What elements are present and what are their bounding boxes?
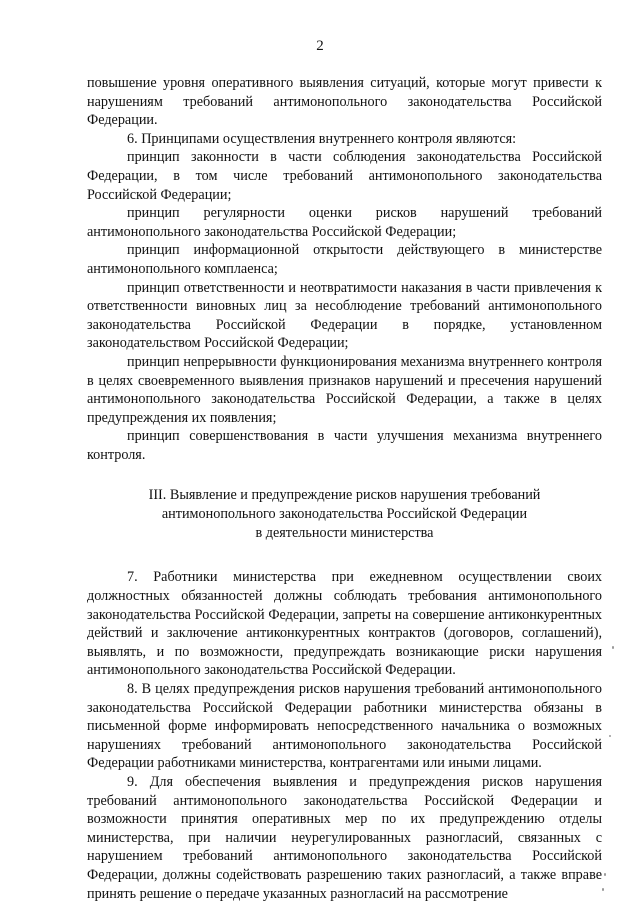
principle-improvement: принцип совершенствования в части улучшения механизма внутреннего контроля. (87, 428, 602, 463)
principle-regularity: принцип регулярности оценки рисков нарушений требований антимонопольного законодательства Российской Федерации; (87, 205, 602, 240)
scan-mark (609, 735, 611, 737)
section-heading-line-2: антимонопольного законодательства Российской Федерации (161, 506, 528, 523)
scan-mark (612, 646, 614, 649)
principle-legality: принцип законности в части соблюдения законодательства Российской Федерации, в том числе требований антимонопольного законодательства Российской Федерации; (87, 149, 602, 203)
paragraph-7: 7. Работники министерства при ежедневном осуществлении своих должностных обязанностей должны соблюдать требования антимонопольного законодательства Российской Федерации, запреты на совершение антиконкурентных действий и заключение антиконкурентных контрактов (договоров, соглашений), выявлять, и по возможности, предупреждать возникающие риски нарушения антимонопольного законодательства Российской Федерации. (87, 569, 602, 679)
principle-openness: принцип информационной открытости действующего в министерстве антимонопольного комплаенса; (87, 242, 602, 277)
paragraph-6-intro: 6. Принципами осуществления внутреннего контроля являются: (127, 130, 517, 147)
paragraph-9: 9. Для обеспечения выявления и предупреждения рисков нарушения требований антимонопольного законодательства Российской Федерации и возможности принятия оперативных мер по их предупреждению отделы министерства, при наличии неурегулированных разногласий, связанных с нарушением требований антимонопольного законодательства Российской Федерации, должны содействовать разрешению таких разногласий, а также вправе принять решение о передаче указанных разногласий на рассмотрение (87, 774, 602, 902)
scan-mark (602, 888, 604, 891)
page-number: 2 (316, 38, 324, 54)
scan-mark (604, 873, 606, 876)
paragraph-continuation: повышение уровня оперативного выявления ситуаций, которые могут привести к нарушениям требований антимонопольного законодательства Российской Федерации. (87, 75, 602, 129)
section-heading (87, 486, 602, 543)
section-heading-line-3: в деятельности министерства (255, 525, 434, 542)
paragraph-8: 8. В целях предупреждения рисков нарушения требований антимонопольного законодательства Российской Федерации работники министерства обязаны в письменной форме информировать непосредственного начальника о возможных нарушениях требований антимонопольного законодательства Российской Федерации работниками министерства, контрагентами или иными лицами. (87, 681, 602, 772)
principle-continuity: принцип непрерывности функционирования механизма внутреннего контроля в целях своевременного выявления признаков нарушений и пресечения нарушений антимонопольного законодательства Российской Федерации, а также в целях предупреждения их появления; (87, 353, 602, 426)
document-body (87, 74, 602, 903)
principle-responsibility: принцип ответственности и неотвратимости наказания в части привлечения к ответственности виновных лиц за несоблюдение требований антимонопольного законодательства Российской Федерации в порядке, установленном законодательством Российской Федерации; (87, 279, 602, 352)
section-heading-line-1: III. Выявление и предупреждение рисков нарушения требований (148, 487, 541, 504)
